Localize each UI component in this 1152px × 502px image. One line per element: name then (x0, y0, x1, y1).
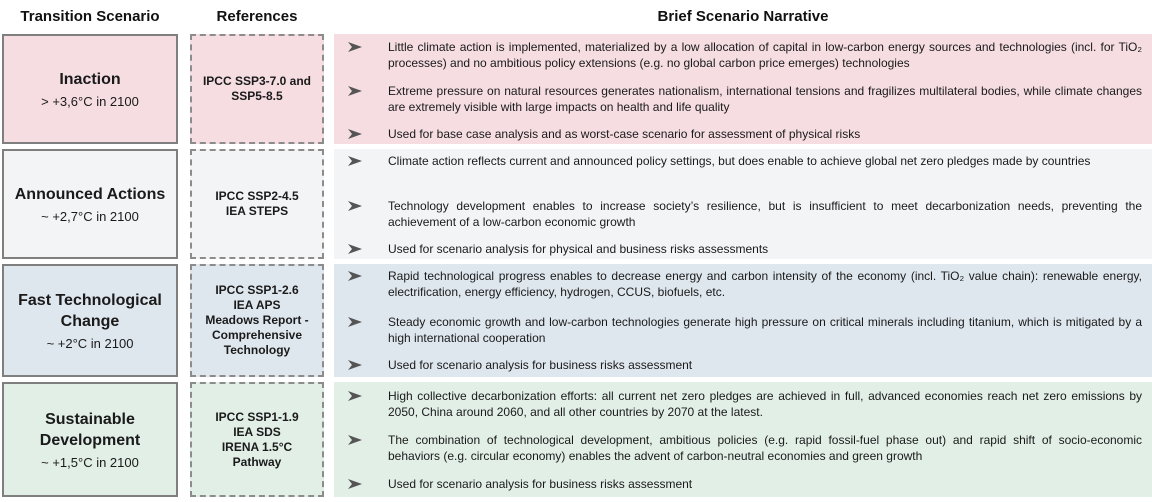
header-narrative: Brief Scenario Narrative (657, 8, 829, 25)
scenario-name-line: Inaction (59, 70, 121, 88)
scenario-name (36, 409, 144, 451)
triangle-arrow-icon (348, 360, 362, 373)
reference-line: SSP5-8.5 (231, 89, 283, 103)
reference-line: Pathway (232, 454, 282, 469)
header-references: References (216, 8, 298, 25)
narrative-sustainable-development (334, 382, 1152, 497)
narrative-item (334, 241, 1142, 257)
narrative-text: Little climate action is implemented, materialized by a low allocation of capital in low-carbon energy sources and technologies (incl. for TiO₂ processes) and no ambitious policy extensions (e.g. no global carbon price emerges) technologies (388, 40, 1142, 70)
narrative-item (334, 388, 1142, 420)
triangle-arrow-icon (348, 479, 362, 492)
reference-line: IRENA 1.5°C (221, 439, 293, 454)
triangle-arrow-icon (348, 201, 362, 230)
scenario-name-line: Change (60, 312, 120, 330)
narrative-text: Climate action reflects current and announced policy settings, but does enable to achieve global net zero pledges made by countries (388, 154, 1091, 168)
references-sustainable-development (190, 382, 324, 497)
references-inaction (190, 34, 324, 144)
scenario-name (14, 290, 166, 332)
triangle-arrow-icon (348, 86, 362, 115)
narrative-text: The combination of technological development, ambitious policies (e.g. rapid fossil-fuel phase out) and rapid shift of socio-economic behaviors (e.g. circular economy) enables the advent of carbon-neutral economies and green growth (388, 433, 1142, 463)
triangle-arrow-icon (348, 129, 362, 142)
header-transition-scenario: Transition Scenario (20, 8, 160, 25)
reference-line: IPCC SSP1-2.6 (215, 283, 299, 297)
triangle-arrow-icon (348, 391, 362, 420)
triangle-arrow-icon (348, 317, 362, 346)
scenario-name-line: Sustainable (45, 410, 135, 428)
narrative-item (334, 198, 1142, 230)
narrative-announced-actions (334, 149, 1152, 259)
reference-line: IEA STEPS (225, 204, 289, 218)
reference-line: Comprehensive (211, 328, 303, 342)
narrative-text: Used for scenario analysis for physical and business risks assessments (388, 242, 769, 256)
triangle-arrow-icon (348, 42, 362, 71)
reference-line: IPCC SSP1-1.9 (215, 409, 299, 424)
references-fast-technological-change (190, 264, 324, 377)
references-announced-actions (190, 149, 324, 259)
scenario-temperature: ~ +1,5°C in 2100 (41, 454, 139, 470)
reference-line: Technology (223, 343, 291, 357)
narrative-text: Steady economic growth and low-carbon technologies generate high pressure on critical minerals including titanium, which is mitigated by a high international cooperation (388, 315, 1142, 345)
reference-line: Meadows Report - (205, 313, 309, 327)
triangle-arrow-icon (348, 156, 362, 169)
narrative-item (334, 314, 1142, 346)
scenario-name-line: Announced Actions (14, 185, 166, 203)
triangle-arrow-icon (348, 435, 362, 464)
narrative-text: Used for base case analysis and as worst-case scenario for assessment of physical risks (388, 127, 861, 141)
narrative-inaction (334, 34, 1152, 144)
narrative-item (334, 432, 1142, 464)
narrative-item (334, 153, 1142, 169)
narrative-text: Extreme pressure on natural resources generates nationalism, international tensions and fragilizes multilateral bodies, while climate changes are extremely visible with large impacts on health and life quality (388, 84, 1142, 114)
reference-line: IPCC SSP3-7.0 and (202, 74, 312, 88)
narrative-item (334, 126, 1142, 142)
triangle-arrow-icon (348, 271, 362, 300)
scenario-name (55, 69, 124, 90)
scenario-name-line: Development (39, 431, 141, 449)
scenario-name-line: Fast Technological (18, 291, 162, 309)
scenario-temperature: ~ +2,7°C in 2100 (41, 208, 139, 224)
scenario-name (11, 184, 170, 205)
scenario-announced-actions (2, 149, 178, 259)
scenario-sustainable-development (2, 382, 178, 497)
narrative-item (334, 357, 1142, 373)
scenario-inaction (2, 34, 178, 144)
narrative-item (334, 83, 1142, 115)
narrative-text: Used for scenario analysis for business risks assessment (388, 477, 693, 491)
narrative-text: Used for scenario analysis for business risks assessment (388, 358, 693, 372)
narrative-fast-technological-change (334, 264, 1152, 377)
triangle-arrow-icon (348, 244, 362, 257)
reference-line: IPCC SSP2-4.5 (215, 189, 299, 203)
reference-line: IEA APS (233, 298, 281, 312)
scenario-temperature: > +3,6°C in 2100 (41, 93, 139, 109)
narrative-item (334, 39, 1142, 71)
scenario-temperature: ~ +2°C in 2100 (46, 335, 134, 351)
narrative-text: High collective decarbonization efforts: all current net zero pledges are achieved in full, advanced economies reach net zero emissions by 2050, China around 2060, and all other countries by 2070 at the latest. (388, 389, 1142, 419)
reference-line: IEA SDS (233, 424, 281, 439)
narrative-text: Technology development enables to increase society’s resilience, but is insufficient to meet decarbonization needs, preventing the achievement of a low-carbon economic growth (388, 199, 1142, 229)
narrative-item (334, 268, 1142, 300)
narrative-text: Rapid technological progress enables to decrease energy and carbon intensity of the economy (incl. TiO₂ value chain): renewable energy, electrification, energy efficiency, hydrogen, CCUS, biofuels, etc. (388, 269, 1142, 299)
narrative-item (334, 476, 1142, 492)
scenario-fast-technological-change (2, 264, 178, 377)
